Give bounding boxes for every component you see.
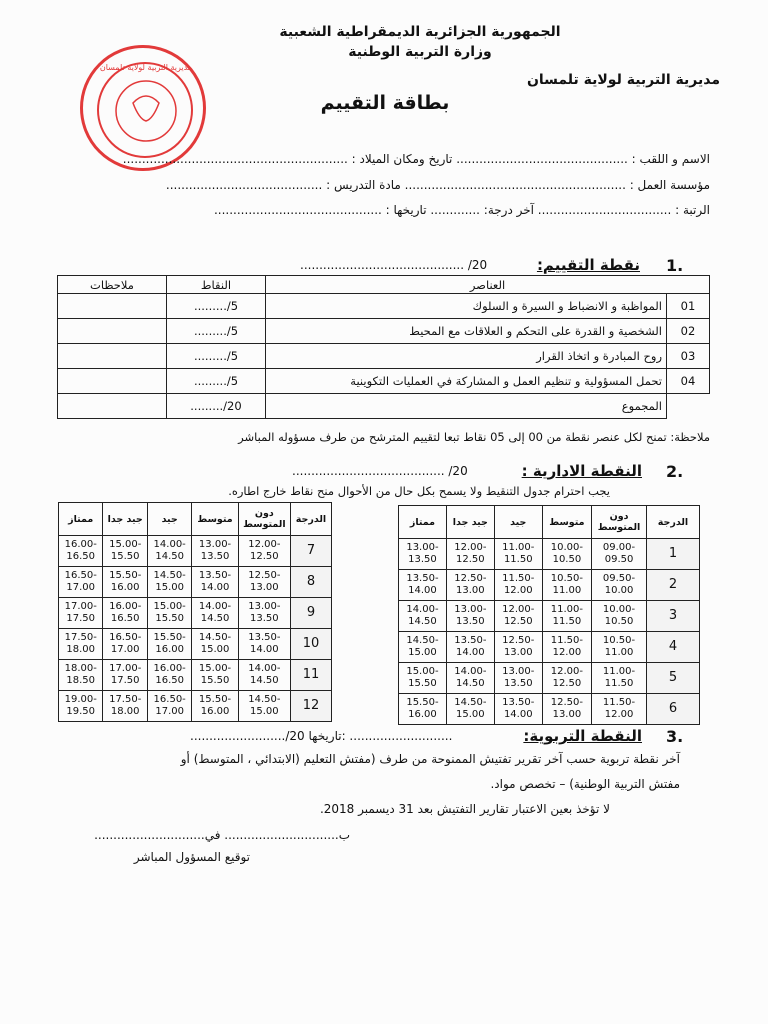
excellent-header: ممتاز: [59, 503, 103, 536]
excellent-header: ممتاز: [399, 506, 447, 539]
criteria-points: ........./5: [167, 369, 266, 394]
signature-label: توقيع المسؤول المباشر: [133, 850, 250, 864]
cell: 11.50-12.00: [542, 632, 591, 663]
notes-header: ملاحظات: [58, 276, 167, 294]
criteria-row: [58, 319, 710, 344]
section1-number: 1.: [666, 256, 684, 275]
cell: 13.00-13.50: [399, 539, 447, 570]
cell: 12.00-12.50: [446, 539, 494, 570]
table-row: [399, 694, 700, 725]
cell: 12.00-12.50: [238, 536, 290, 567]
stamp-inner-ring: [97, 62, 193, 158]
cell: 11.50-12.00: [494, 570, 542, 601]
table-row: [399, 539, 700, 570]
cell: 14.50-15.00: [238, 691, 290, 722]
criteria-row: [58, 344, 710, 369]
cell: 13.00-13.50: [238, 598, 290, 629]
cell: 11.00-11.50: [542, 601, 591, 632]
field-line-workplace: مؤسسة العمل : .......................................................... مادة التدريس : .........................................: [165, 178, 710, 192]
cell: 10.50-11.00: [592, 632, 647, 663]
cell: 14.50-15.00: [446, 694, 494, 725]
cell: 14.50-15.00: [192, 629, 238, 660]
cell: 17.50-18.00: [59, 629, 103, 660]
total-points: ........./20: [167, 394, 266, 419]
table-row: [59, 691, 332, 722]
card-title: بطاقة التقييم: [320, 92, 450, 114]
cell: 18.00-18.50: [59, 660, 103, 691]
elements-header: العناصر: [266, 276, 710, 294]
degree-cell: 4: [647, 632, 700, 663]
cell: 15.50-16.00: [399, 694, 447, 725]
section2-score: ........................................ /20: [292, 464, 468, 478]
degree-cell: 2: [647, 570, 700, 601]
cell: 15.00-15.50: [147, 598, 191, 629]
points-header: النقاط: [167, 276, 266, 294]
cell: 19.00-19.50: [59, 691, 103, 722]
degree-cell: 11: [291, 660, 332, 691]
cell: 10.00-10.50: [542, 539, 591, 570]
cell: 14.00-14.50: [238, 660, 290, 691]
table-row: [399, 601, 700, 632]
cell: 13.50-14.00: [446, 632, 494, 663]
cell: 17.00-17.50: [59, 598, 103, 629]
criteria-row: [58, 294, 710, 319]
cell: 13.50-14.00: [494, 694, 542, 725]
table-row: [59, 629, 332, 660]
cell: 12.50-13.00: [446, 570, 494, 601]
degree-header: الدرجة: [647, 506, 700, 539]
cell: 16.50-17.00: [59, 567, 103, 598]
cell: 12.50-13.00: [238, 567, 290, 598]
cell: 10.50-11.00: [542, 570, 591, 601]
section2-number: 2.: [666, 462, 684, 481]
cell: 14.50-15.00: [399, 632, 447, 663]
cell: 16.50-17.00: [103, 629, 147, 660]
criteria-points: ........./5: [167, 319, 266, 344]
very-good-header: جيد جدا: [103, 503, 147, 536]
cell: 13.00-13.50: [192, 536, 238, 567]
cell: 11.00-11.50: [592, 663, 647, 694]
cell: 15.00-15.50: [103, 536, 147, 567]
cell: 15.00-15.50: [399, 663, 447, 694]
section3-line1: آخر نقطة تربوية حسب آخر تقرير تفتيش الممنوحة من طرف (مفتش التعليم (الابتدائي ، المتوسط) أو: [180, 752, 680, 766]
criteria-points: ........./5: [167, 294, 266, 319]
cell: 13.00-13.50: [494, 663, 542, 694]
cell: 09.00-09.50: [592, 539, 647, 570]
cell: 15.50-16.00: [192, 691, 238, 722]
below-average-header: دون المتوسط: [238, 503, 290, 536]
criteria-points: ........./5: [167, 344, 266, 369]
stamp-text: مديرية التربية لولاية تلمسان: [99, 63, 193, 72]
table-row: [59, 660, 332, 691]
cell: 13.50-14.00: [399, 570, 447, 601]
cell: 13.00-13.50: [446, 601, 494, 632]
cell: 10.00-10.50: [592, 601, 647, 632]
table-row: [59, 536, 332, 567]
degree-cell: 1: [647, 539, 700, 570]
section3-score: ........................./20 تاريخها: ...........................: [190, 729, 453, 743]
criteria-number: 03: [667, 344, 710, 369]
cell: 17.00-17.50: [103, 660, 147, 691]
table-row: [59, 598, 332, 629]
total-label: المجموع: [266, 394, 667, 419]
cell: 17.50-18.00: [103, 691, 147, 722]
cell: 12.00-12.50: [494, 601, 542, 632]
section3-line3: لا تؤخذ بعين الاعتبار تقارير التفتيش بعد 31 ديسمبر 2018.: [319, 802, 610, 816]
cell: 11.00-11.50: [494, 539, 542, 570]
section2-title: النقطة الادارية :: [521, 462, 642, 480]
criteria-number: 02: [667, 319, 710, 344]
table-row: [399, 663, 700, 694]
place-date-line: ب.............................. في.............................: [94, 828, 350, 842]
table-row: [399, 632, 700, 663]
section3-title: النقطة التربوية:: [523, 727, 642, 745]
good-header: جيد: [494, 506, 542, 539]
ministry-heading: وزارة التربية الوطنية: [348, 44, 492, 60]
cell: 16.00-16.50: [59, 536, 103, 567]
grade-table-right: [398, 505, 700, 725]
average-header: متوسط: [192, 503, 238, 536]
section2-instruction: يجب احترام جدول التنقيط ولا يسمح بكل حال من الأحوال منح نقاط خارج اطاره.: [228, 484, 610, 498]
degree-cell: 8: [291, 567, 332, 598]
section1-note: ملاحظة: تمنح لكل عنصر نقطة من 00 إلى 05 نقاط تبعا لتقييم المترشح من طرف مسؤوله المباشر: [238, 430, 710, 444]
field-line-rank: الرتبة : ................................... آخر درجة: ............. تاريخها : ............................................: [213, 203, 710, 217]
degree-header: الدرجة: [291, 503, 332, 536]
cell: 16.00-16.50: [147, 660, 191, 691]
cell: 09.50-10.00: [592, 570, 647, 601]
degree-cell: 9: [291, 598, 332, 629]
criteria-total-row: [58, 394, 710, 419]
criteria-text: تحمل المسؤولية و تنظيم العمل و المشاركة في العمليات التكوينية: [266, 369, 667, 394]
criteria-text: روح المبادرة و اتخاذ القرار: [266, 344, 667, 369]
cell: 13.50-14.00: [192, 567, 238, 598]
cell: 14.00-14.50: [192, 598, 238, 629]
below-average-header: دون المتوسط: [592, 506, 647, 539]
criteria-number: 01: [667, 294, 710, 319]
cell: 14.50-15.00: [147, 567, 191, 598]
cell: 16.50-17.00: [147, 691, 191, 722]
section1-score: ........................................... /20: [300, 258, 488, 272]
criteria-text: الشخصية و القدرة على التحكم و العلاقات مع المحيط: [266, 319, 667, 344]
degree-cell: 5: [647, 663, 700, 694]
degree-cell: 7: [291, 536, 332, 567]
table-row: [59, 567, 332, 598]
good-header: جيد: [147, 503, 191, 536]
cell: 12.50-13.00: [494, 632, 542, 663]
section3-line2: مفتش التربية الوطنية) – تخصص مواد.: [490, 777, 680, 791]
average-header: متوسط: [542, 506, 591, 539]
table-row: [399, 570, 700, 601]
cell: 16.00-16.50: [103, 598, 147, 629]
directorate-heading: مديرية التربية لولاية تلمسان: [526, 72, 720, 88]
cell: 12.00-12.50: [542, 663, 591, 694]
evaluation-criteria-table: [57, 275, 710, 419]
degree-cell: 3: [647, 601, 700, 632]
cell: 13.50-14.00: [238, 629, 290, 660]
criteria-row: [58, 369, 710, 394]
cell: 14.00-14.50: [147, 536, 191, 567]
section3-number: 3.: [666, 727, 684, 746]
republic-heading: الجمهورية الجزائرية الديمقراطية الشعبية: [279, 24, 561, 40]
grade-table-left: [58, 502, 332, 722]
cell: 15.50-16.00: [103, 567, 147, 598]
field-line-name: الاسم و اللقب : ............................................. تاريخ ومكان الميلاد : ...........................................................: [122, 152, 710, 166]
very-good-header: جيد جدا: [446, 506, 494, 539]
criteria-text: المواظبة و الانضباط و السيرة و السلوك: [266, 294, 667, 319]
cell: 15.00-15.50: [192, 660, 238, 691]
cell: 14.00-14.50: [399, 601, 447, 632]
cell: 11.50-12.00: [592, 694, 647, 725]
criteria-number: 04: [667, 369, 710, 394]
cell: 15.50-16.00: [147, 629, 191, 660]
degree-cell: 6: [647, 694, 700, 725]
cell: 14.00-14.50: [446, 663, 494, 694]
degree-cell: 12: [291, 691, 332, 722]
section1-title: نقطة التقييم:: [536, 256, 640, 274]
degree-cell: 10: [291, 629, 332, 660]
cell: 12.50-13.00: [542, 694, 591, 725]
